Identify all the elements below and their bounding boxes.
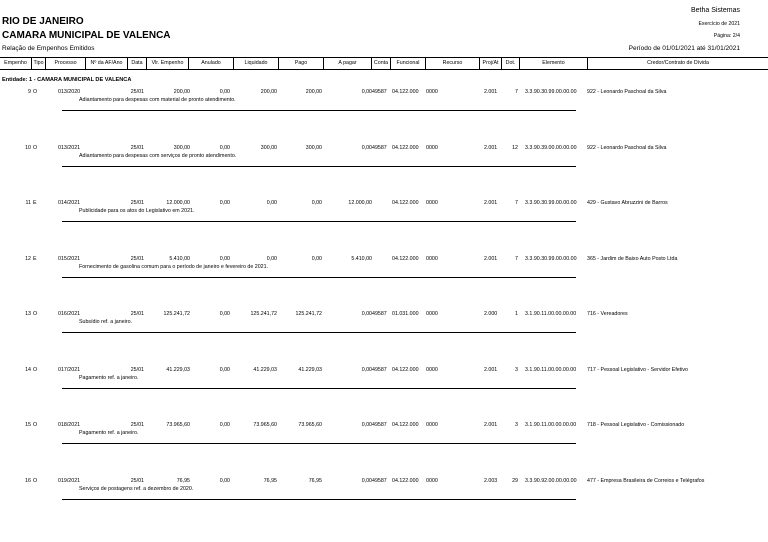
empenho-description: Pagamento ref. a janeiro. (79, 374, 139, 381)
proj-at: 2.001 (484, 144, 498, 151)
dotacao: 7 (515, 200, 518, 206)
credor: 922 - Leonardo Paschoal da Silva (587, 144, 667, 151)
col-anulado: Anulado (188, 58, 233, 69)
valor-empenho: 73.965,60 (166, 422, 190, 428)
valor-empenho: 125.241,72 (163, 311, 190, 317)
table-row (0, 311, 768, 367)
valor-pago: 76,95 (308, 477, 322, 484)
col-pago: Pago (278, 58, 323, 69)
col-elemento: Elemento (519, 58, 587, 69)
city-title: RIO DE JANEIRO (2, 16, 84, 27)
funcional: 04.122.000 (392, 144, 419, 151)
elemento: 3.3.90.39.00.00.00.00 (525, 144, 577, 151)
row-divider (62, 499, 576, 500)
col-dot: Dot. (501, 58, 519, 69)
proj-at: 2.001 (484, 255, 498, 262)
processo: 017/2021 (58, 366, 81, 373)
proj-at: 2.001 (484, 366, 498, 373)
conta: 49587 (372, 311, 387, 317)
col-proj-at: Proj/At (479, 58, 501, 69)
recurso: 0000 (426, 200, 438, 206)
col-funcional: Funcional (390, 58, 425, 69)
valor-pago: 125.241,72 (295, 311, 322, 317)
proj-at: 2.001 (484, 422, 498, 428)
empenho-tipo: O (33, 422, 38, 428)
col-vlr-empenho: Vlr. Empenho (146, 58, 188, 69)
credor: 429 - Gustavo Abruzzini de Barros (587, 200, 668, 206)
valor-empenho: 300,00 (173, 144, 190, 151)
valor-anulado: 0,00 (219, 200, 230, 206)
proj-at: 2.000 (484, 311, 498, 317)
funcional: 04.122.000 (392, 477, 419, 484)
valor-liquidado: 73.965,60 (253, 422, 277, 428)
valor-empenho: 200,00 (173, 89, 190, 95)
proj-at: 2.001 (484, 200, 498, 206)
credor: 922 - Leonardo Paschoal da Silva (587, 89, 667, 95)
data: 25/01 (130, 144, 144, 151)
empenho-description: Subsídio ref. a janeiro. (79, 319, 132, 325)
processo: 014/2021 (58, 200, 81, 206)
valor-pago: 300,00 (305, 144, 322, 151)
empenho-tipo: O (33, 477, 38, 484)
valor-empenho: 12.000,00 (166, 200, 190, 206)
recurso: 0000 (426, 422, 438, 428)
conta: 49587 (372, 477, 387, 484)
dotacao: 3 (515, 422, 518, 428)
data: 25/01 (130, 89, 144, 95)
entity-label: Entidade: 1 - CAMARA MUNICIPAL DE VALENCA (2, 77, 132, 83)
dotacao: 12 (512, 144, 518, 151)
empenho-tipo: O (33, 366, 38, 373)
col-a-pagar: A pagar (323, 58, 371, 69)
recurso: 0000 (426, 89, 438, 95)
valor-liquidado: 41.229,03 (253, 366, 277, 373)
empenho-description: Adiantamento para despesas com serviços de pronto atendimento. (79, 152, 237, 159)
processo: 015/2021 (58, 255, 81, 262)
credor: 477 - Empresa Brasileira de Correios e Telégrafos (587, 477, 705, 484)
valor-pago: 0,00 (311, 200, 322, 206)
data: 25/01 (130, 255, 144, 262)
valor-a-pagar: 0,00 (361, 422, 372, 428)
empenho-tipo: E (33, 255, 37, 262)
table-row (0, 422, 768, 478)
empenho-number: 11 (25, 200, 31, 206)
credor: 717 - Pessoal Legislativo - Servidor Efetivo (587, 366, 688, 373)
valor-a-pagar: 12.000,00 (348, 200, 372, 206)
table-row (0, 367, 768, 423)
recurso: 0000 (426, 144, 438, 151)
empenho-tipo: O (33, 311, 38, 317)
table-row (0, 89, 768, 145)
funcional: 04.122.000 (392, 422, 419, 428)
credor: 365 - Jardim de Baixo Auto Posto Ltda (587, 255, 678, 262)
recurso: 0000 (426, 366, 438, 373)
valor-pago: 0,00 (311, 255, 322, 262)
data: 25/01 (130, 422, 144, 428)
dotacao: 1 (515, 311, 518, 317)
table-row (0, 478, 768, 534)
credor: 718 - Pessoal Legislativo - Comissionado (587, 422, 685, 428)
elemento: 3.1.90.11.00.00.00.00 (525, 311, 577, 317)
row-divider (62, 443, 576, 444)
empenho-number: 16 (25, 477, 31, 484)
valor-liquidado: 76,95 (263, 477, 277, 484)
valor-a-pagar: 0,00 (361, 477, 372, 484)
processo: 018/2021 (58, 422, 81, 428)
processo: 016/2021 (58, 311, 81, 317)
valor-pago: 73.965,60 (298, 422, 322, 428)
processo: 013/2021 (58, 144, 81, 151)
valor-anulado: 0,00 (219, 366, 230, 373)
column-header (0, 57, 768, 70)
recurso: 0000 (426, 477, 438, 484)
data: 25/01 (130, 200, 144, 206)
valor-liquidado: 200,00 (260, 89, 277, 95)
valor-a-pagar: 0,00 (361, 89, 372, 95)
conta: 49587 (372, 422, 387, 428)
empenho-description: Serviços de postagens ref. a dezembro de 2020. (79, 485, 194, 492)
page-number: Página: 2/4 (713, 33, 740, 39)
valor-anulado: 0,00 (219, 422, 230, 428)
conta: 49587 (372, 144, 387, 151)
vendor-name: Betha Sistemas (690, 7, 740, 14)
col-af-ano: Nº da AF/Ano (85, 58, 127, 69)
conta: 49587 (372, 89, 387, 95)
elemento: 3.3.90.30.99.00.00.00 (525, 200, 577, 206)
valor-liquidado: 0,00 (266, 255, 277, 262)
elemento: 3.1.90.11.00.00.00.00 (525, 366, 577, 373)
row-divider (62, 221, 576, 222)
proj-at: 2.003 (484, 477, 498, 484)
valor-a-pagar: 0,00 (361, 366, 372, 373)
valor-pago: 200,00 (305, 89, 322, 95)
report-title: Relação de Empenhos Emitidos (2, 45, 95, 52)
empenho-tipo: O (33, 144, 38, 151)
dotacao: 7 (515, 255, 518, 262)
col-empenho: Empenho (4, 60, 27, 66)
valor-anulado: 0,00 (219, 311, 230, 317)
table-row (0, 145, 768, 201)
empenho-number: 13 (25, 311, 31, 317)
row-divider (62, 166, 576, 167)
processo: 013/2020 (58, 89, 81, 95)
col-recurso: Recurso (425, 58, 479, 69)
valor-anulado: 0,00 (219, 255, 230, 262)
table-row (0, 256, 768, 312)
valor-anulado: 0,00 (219, 89, 230, 95)
funcional: 04.122.000 (392, 255, 419, 262)
col-processo: Processo (45, 58, 85, 69)
row-divider (62, 110, 576, 111)
data: 25/01 (130, 311, 144, 317)
empenho-tipo: E (33, 200, 37, 206)
org-title: CAMARA MUNICIPAL DE VALENCA (2, 30, 171, 41)
empenho-number: 14 (25, 366, 31, 373)
funcional: 01.031.000 (392, 311, 419, 317)
elemento: 3.3.90.30.99.00.00.00 (525, 255, 577, 262)
empenho-number: 10 (25, 144, 31, 151)
valor-liquidado: 0,00 (266, 200, 277, 206)
valor-empenho: 5.410,00 (169, 255, 190, 262)
col-data: Data (127, 58, 146, 69)
recurso: 0000 (426, 311, 438, 317)
table-row (0, 200, 768, 256)
valor-liquidado: 125.241,72 (250, 311, 277, 317)
funcional: 04.122.000 (392, 89, 419, 95)
dotacao: 3 (515, 366, 518, 373)
col-credor: Credor/Contrato de Dívida (587, 58, 768, 69)
funcional: 04.122.000 (392, 366, 419, 373)
valor-anulado: 0,00 (219, 477, 230, 484)
valor-a-pagar: 0,00 (361, 144, 372, 151)
dotacao: 29 (512, 477, 518, 484)
empenho-description: Fornecimento de gasolina comum para o período de janeiro e fevereiro de 2021. (79, 263, 269, 270)
period-range: Período de 01/01/2021 até 31/01/2021 (628, 45, 740, 52)
empenho-description: Adiantamento para despesas com material de pronto atendimento. (79, 97, 236, 103)
col-liquidado: Liquidado (233, 58, 278, 69)
empenho-description: Pagamento ref. a janeiro. (79, 430, 139, 436)
data: 25/01 (130, 366, 144, 373)
row-divider (62, 277, 576, 278)
empenho-description: Publicidade para os atos do Legislativo em 2021. (79, 208, 195, 214)
elemento: 3.1.90.11.00.00.00.00 (525, 422, 577, 428)
row-divider (62, 388, 576, 389)
proj-at: 2.001 (484, 89, 498, 95)
recurso: 0000 (426, 255, 438, 262)
valor-a-pagar: 5.410,00 (351, 255, 372, 262)
empenho-number: 12 (25, 255, 31, 262)
dotacao: 7 (515, 89, 518, 95)
elemento: 3.3.90.92.00.00.00.00 (525, 477, 577, 484)
row-divider (62, 332, 576, 333)
valor-liquidado: 300,00 (260, 144, 277, 151)
col-conta: Conta (371, 58, 390, 69)
conta: 49587 (372, 366, 387, 373)
valor-pago: 41.229,03 (298, 366, 322, 373)
valor-empenho: 41.229,03 (166, 366, 190, 373)
funcional: 04.122.000 (392, 200, 419, 206)
empenho-number: 15 (25, 422, 31, 428)
valor-anulado: 0,00 (219, 144, 230, 151)
fiscal-year: Exercício de 2021 (698, 21, 740, 27)
empenho-number: 9 (28, 89, 31, 95)
data: 25/01 (130, 477, 144, 484)
empenho-tipo: O (33, 89, 38, 95)
elemento: 3.3.90.30.99.00.00.00 (525, 89, 577, 95)
processo: 019/2021 (58, 477, 81, 484)
valor-empenho: 76,95 (176, 477, 190, 484)
credor: 716 - Vereadores (587, 311, 628, 317)
col-tipo: Tipo (31, 58, 45, 69)
valor-a-pagar: 0,00 (361, 311, 372, 317)
